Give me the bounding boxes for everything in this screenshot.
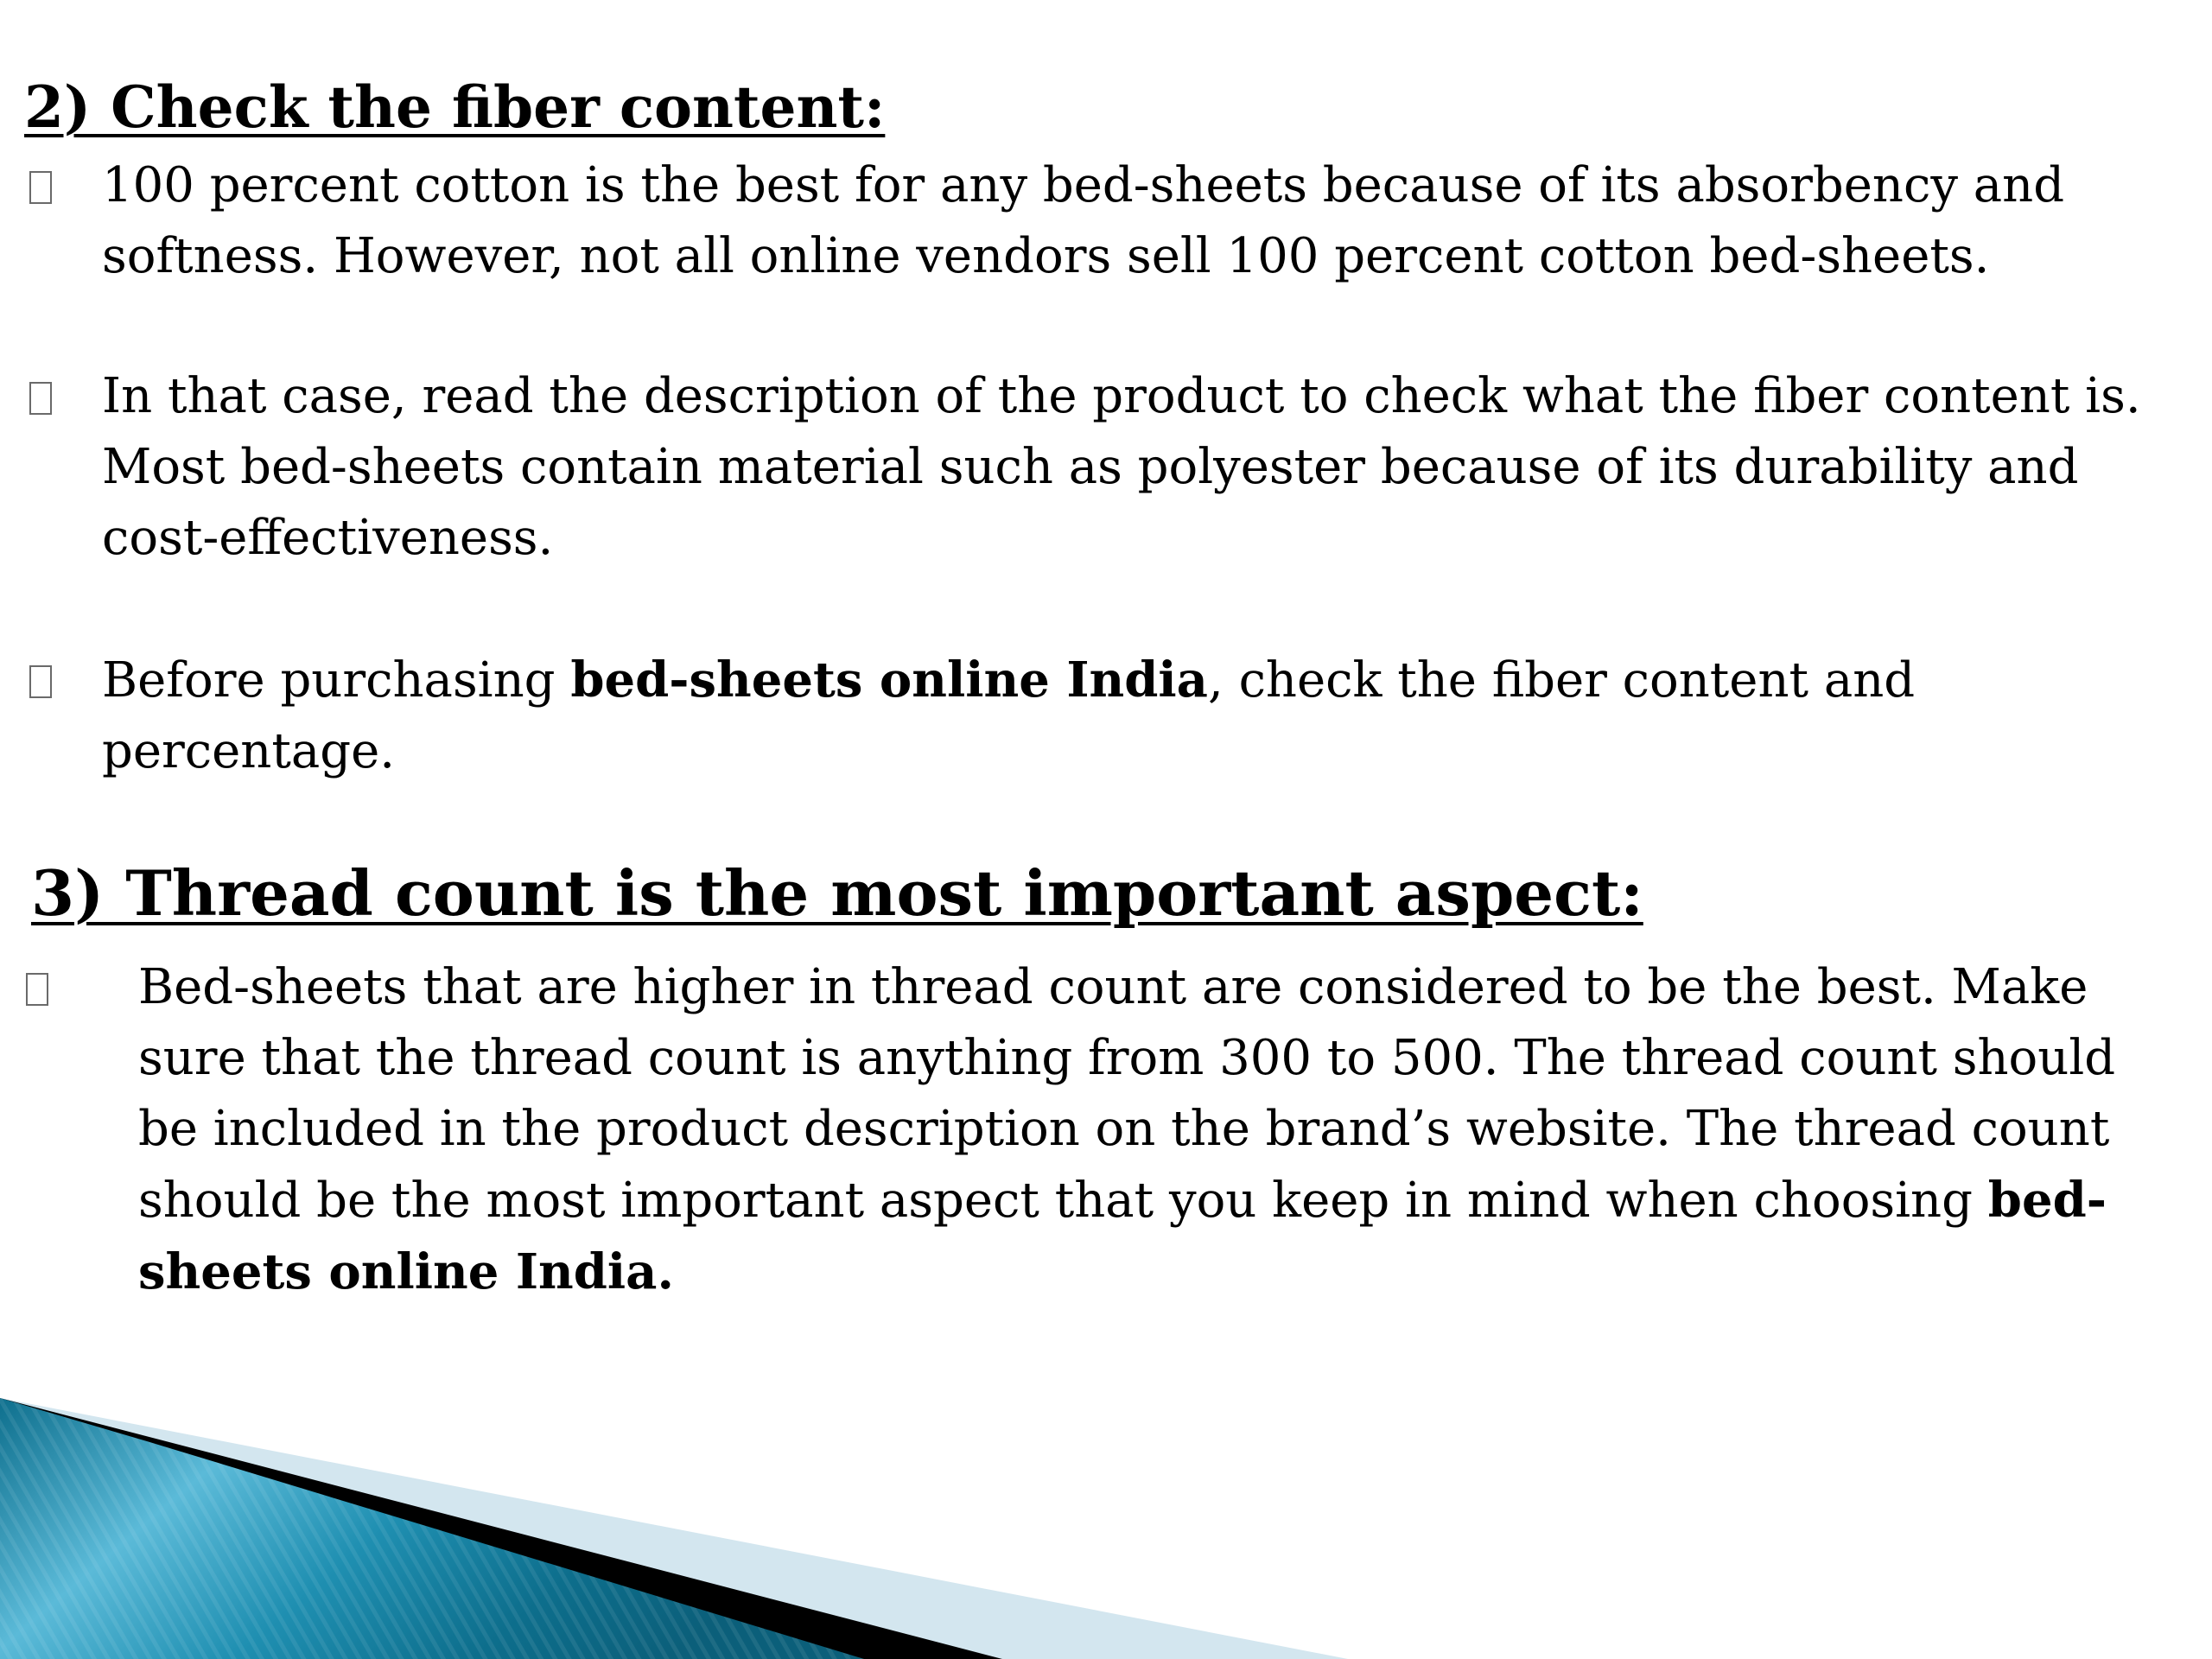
bullet-text: In that case, read the description of the product to check what the fiber content is. Most bed-sheets contain material such as polyester because of its durability and cost-effectiveness. [102, 368, 2141, 566]
teal-wedge-texture [0, 1398, 864, 1659]
bullet-text-bold: bed-sheets online India. [138, 1172, 2107, 1300]
bullet-text-after: , check the fiber content and percentage. [102, 652, 1916, 779]
section-heading-thread-count: 3) Thread count is the most important aspect: [31, 856, 1643, 930]
bullet-text: 100 percent cotton is the best for any bed-sheets because of its absorbency and softness. However, not all online vendors sell 100 percent cotton bed-sheets. [102, 157, 2065, 284]
bullet-text-bold: bed-sheets online India [570, 652, 1208, 709]
bullet-text-before: Bed-sheets that are higher in thread count are considered to be the best. Make sure that the thread count is anything from 300 to 500. The thread count should be included in the product description on the brand’s website. The thread count should be the most important aspect that you keep in mind when choosing [138, 959, 2116, 1229]
section-heading-fiber-content: 2) Check the fiber content: [24, 73, 886, 141]
bullet-text-before: Before purchasing [102, 652, 571, 709]
